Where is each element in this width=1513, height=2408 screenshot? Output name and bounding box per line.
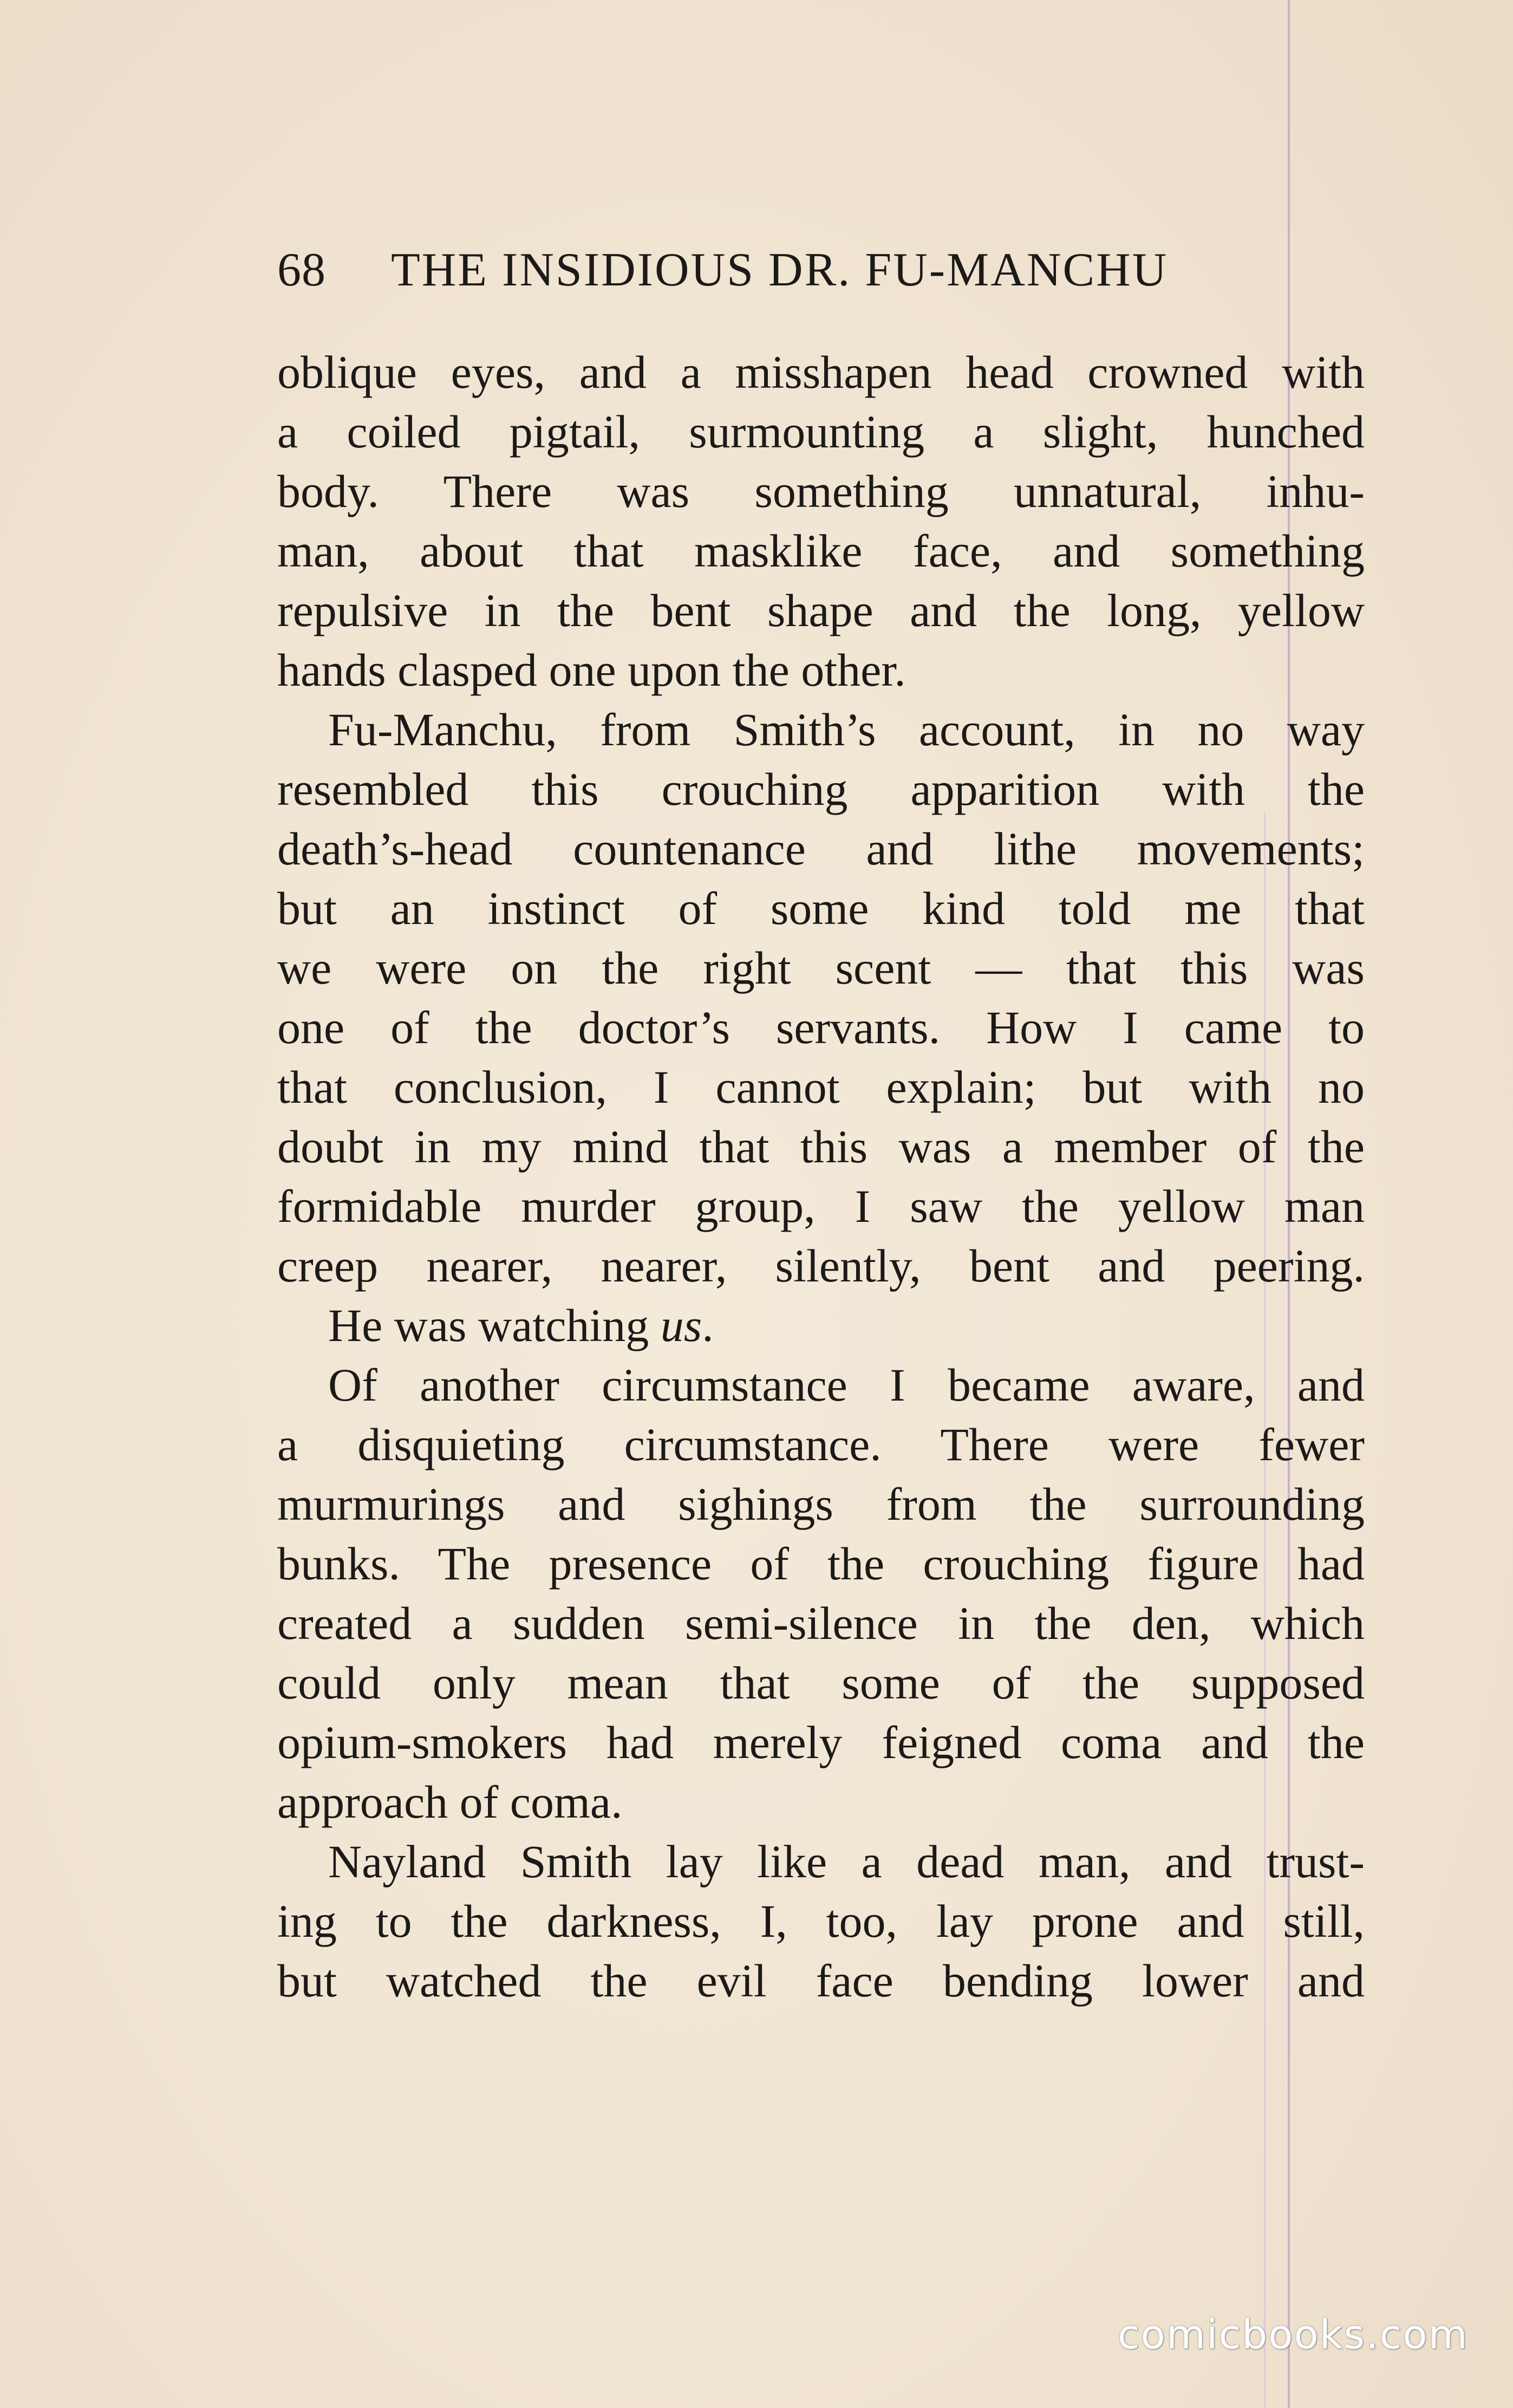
paragraph-start-line <box>277 1296 1365 1355</box>
text-line: doubt in my mind that this was a member of the <box>277 1121 1365 1173</box>
paragraph-start-line: Fu-Manchu, from Smith’s account, in no way <box>328 704 1365 756</box>
text-line: hands clasped one upon the other. <box>277 644 906 696</box>
text-span: . <box>702 1299 714 1351</box>
body-text <box>277 342 1365 2010</box>
text-line: creep nearer, nearer, silently, bent and peering. <box>277 1240 1365 1292</box>
text-line: ing to the darkness, I, too, lay prone and still, <box>277 1895 1365 1947</box>
text-line: we were on the right scent — that this was <box>277 942 1365 994</box>
text-span: He was watching <box>328 1299 661 1351</box>
text-line: resembled this crouching apparition with the <box>277 763 1365 815</box>
text-line: one of the doctor’s servants. How I came to <box>277 1001 1365 1053</box>
text-line: could only mean that some of the supposed <box>277 1657 1365 1709</box>
paragraph-start-line: Of another circumstance I became aware, and <box>328 1359 1365 1411</box>
text-line: opium-smokers had merely feigned coma and the <box>277 1716 1365 1768</box>
text-line: death’s-head countenance and lithe movements; <box>277 823 1365 875</box>
text-line: that conclusion, I cannot explain; but with no <box>277 1061 1365 1113</box>
page-number: 68 <box>277 244 326 296</box>
text-line: but an instinct of some kind told me that <box>277 882 1365 934</box>
text-line: murmurings and sighings from the surrounding <box>277 1478 1365 1530</box>
text-line: but watched the evil face bending lower and <box>277 1955 1365 2007</box>
text-line: formidable murder group, I saw the yellow man <box>277 1180 1365 1232</box>
text-line: created a sudden semi-silence in the den, which <box>277 1597 1365 1649</box>
text-line: a coiled pigtail, surmounting a slight, hunched <box>277 406 1365 458</box>
paragraph-start-line: Nayland Smith lay like a dead man, and trust- <box>328 1836 1365 1888</box>
running-title: THE INSIDIOUS DR. FU-MANCHU <box>391 244 1169 296</box>
text-line: a disquieting circumstance. There were fewer <box>277 1418 1365 1470</box>
italic-word: us <box>660 1299 702 1351</box>
text-line: repulsive in the bent shape and the long, yellow <box>277 584 1365 636</box>
text-line: body. There was something unnatural, inhu- <box>277 465 1365 517</box>
text-line: man, about that masklike face, and something <box>277 525 1365 577</box>
text-line: approach of coma. <box>277 1776 623 1828</box>
running-head <box>277 243 1306 302</box>
watermark: comicbooks.com <box>1118 2312 1469 2358</box>
text-line: bunks. The presence of the crouching figure had <box>277 1538 1365 1590</box>
text-line: oblique eyes, and a misshapen head crowned with <box>277 346 1365 398</box>
